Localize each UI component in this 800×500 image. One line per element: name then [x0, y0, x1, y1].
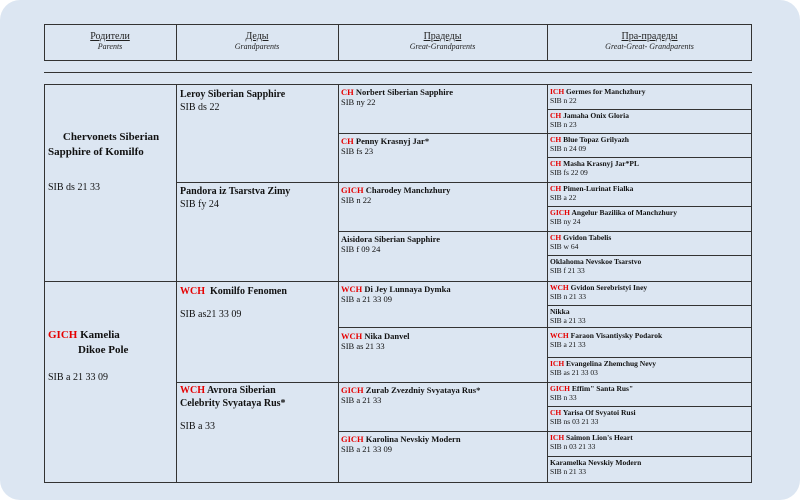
- title-badge: ICH: [550, 359, 565, 368]
- column-divider: [176, 84, 177, 483]
- great-grandparent-reg: SIB a 21 33: [341, 395, 382, 405]
- great-grandparent-reg: SIB fs 23: [341, 146, 374, 156]
- title-badge: GICH: [48, 329, 78, 341]
- row-divider: [547, 305, 752, 306]
- great-great-grandparent-name: Yarisa Of Svyatoi Rusi: [562, 408, 636, 417]
- great-great-grandparent-reg: SIB n 23: [550, 120, 577, 129]
- row-divider: [547, 206, 752, 207]
- column-divider: [338, 84, 339, 483]
- title-badge: GICH: [550, 384, 571, 393]
- great-great-grandparent-name: Nikka: [550, 307, 570, 316]
- title-badge: CH: [550, 111, 562, 120]
- row-divider: [338, 231, 752, 232]
- great-grandparent-name: Charodey Manchzhury: [365, 185, 451, 195]
- great-great-grandparent-name: Evangelina Zhemchug Nevy: [566, 359, 657, 368]
- great-grandparent-7: [341, 385, 545, 406]
- great-great-grandparent-15: [550, 433, 750, 452]
- great-grandparent-reg: SIB ny 22: [341, 97, 376, 107]
- grandparent-3: [180, 285, 336, 321]
- header-grandparents: Деды Grandparents: [234, 31, 280, 51]
- row-divider: [44, 281, 752, 282]
- title-badge: WCH: [550, 331, 569, 340]
- great-grandparent-5: [341, 284, 545, 305]
- great-great-grandparent-5: [550, 184, 750, 203]
- great-great-grandparent-4: [550, 159, 750, 178]
- parent-name: Sapphire of Komilfo: [48, 146, 144, 158]
- great-great-grandparent-9: [550, 283, 750, 302]
- great-grandparent-6: [341, 331, 545, 352]
- great-great-grandparent-2: [550, 111, 750, 130]
- grandparent-name: Pandora iz Tsarstva Zimy: [180, 186, 291, 197]
- great-grandparent-reg: SIB f 09 24: [341, 244, 381, 254]
- great-great-grandparent-reg: SIB n 03 21 33: [550, 442, 596, 451]
- grandparent-name: Leroy Siberian Sapphire: [180, 89, 286, 100]
- parent-dam: [48, 328, 174, 383]
- row-divider: [547, 456, 752, 457]
- header-great-great-grandparents: Пра-прадеды Great-Great- Grandparents: [605, 31, 694, 51]
- great-grandparent-name: Aisidora Siberian Sapphire: [341, 234, 441, 244]
- great-great-grandparent-reg: SIB as 21 33 03: [550, 368, 598, 377]
- great-grandparent-reg: SIB a 21 33 09: [341, 444, 392, 454]
- great-grandparent-name: Norbert Siberian Sapphire: [355, 87, 454, 97]
- great-great-grandparent-reg: SIB n 21 33: [550, 292, 587, 301]
- great-grandparent-reg: SIB as 21 33: [341, 341, 385, 351]
- great-great-grandparent-name: Saimon Lion's Heart: [566, 433, 633, 442]
- great-great-grandparent-reg: SIB n 24 09: [550, 144, 587, 153]
- separator-line: [44, 72, 752, 73]
- row-divider: [176, 382, 752, 383]
- great-grandparent-reg: SIB a 21 33 09: [341, 294, 392, 304]
- great-great-grandparent-1: [550, 87, 750, 106]
- title-badge: CH: [341, 136, 354, 146]
- parent-name: Dikoe Pole: [78, 344, 129, 356]
- great-great-grandparent-name: Faraon Visantiysky Podarok: [570, 331, 663, 340]
- title-badge: WCH: [180, 286, 205, 297]
- great-great-grandparent-16: [550, 458, 750, 477]
- grandparent-name: Avrora Siberian: [206, 385, 276, 396]
- great-great-grandparent-8: [550, 257, 750, 276]
- great-great-grandparent-reg: SIB n 33: [550, 393, 577, 402]
- great-great-grandparent-name: Karamelka Nevskiy Modern: [550, 458, 642, 467]
- great-great-grandparent-11: [550, 331, 750, 350]
- great-great-grandparent-reg: SIB a 21 33: [550, 340, 586, 349]
- parent-reg: SIB ds 21 33: [48, 182, 100, 193]
- great-great-grandparent-name: Blue Topaz Grilyazh: [563, 135, 629, 144]
- great-great-grandparent-reg: SIB ny 24: [550, 217, 581, 226]
- great-grandparent-3: [341, 185, 545, 206]
- parent-reg: SIB a 21 33 09: [48, 372, 108, 383]
- great-great-grandparent-6: [550, 208, 750, 227]
- great-great-grandparent-reg: SIB n 21 33: [550, 467, 587, 476]
- header-great-grandparents: Прадеды Great-Grandparents: [409, 31, 476, 51]
- grandparent-1: [180, 88, 336, 114]
- great-grandparent-name: Karolina Nevskiy Modern: [365, 434, 461, 444]
- title-badge: GICH: [550, 208, 571, 217]
- great-grandparent-2: [341, 136, 545, 157]
- great-great-grandparent-10: [550, 307, 750, 326]
- title-badge: CH: [550, 408, 562, 417]
- grandparent-4: [180, 384, 336, 433]
- great-great-grandparent-reg: SIB f 21 33: [550, 266, 585, 275]
- great-great-grandparent-name: Gvidon Serebristyi Iney: [570, 283, 648, 292]
- row-divider: [176, 182, 752, 183]
- header-parents: Родители Parents: [90, 31, 130, 51]
- great-great-grandparent-reg: SIB a 21 33: [550, 316, 586, 325]
- title-badge: GICH: [341, 385, 364, 395]
- grandparent-2: [180, 185, 336, 211]
- great-grandparent-name: Zurab Zvezdniy Svyataya Rus*: [365, 385, 481, 395]
- title-badge: CH: [341, 87, 354, 97]
- title-badge: CH: [550, 233, 562, 242]
- row-divider: [547, 109, 752, 110]
- great-great-grandparent-reg: SIB n 22: [550, 96, 577, 105]
- row-divider: [547, 357, 752, 358]
- great-grandparent-name: Nika Danvel: [364, 331, 410, 341]
- grandparent-reg: SIB a 33: [180, 421, 215, 432]
- great-grandparent-1: [341, 87, 545, 108]
- grandparent-reg: SIB ds 22: [180, 102, 220, 113]
- parent-name: Kamelia: [80, 329, 120, 341]
- title-badge: GICH: [341, 185, 364, 195]
- great-great-grandparent-14: [550, 408, 750, 427]
- great-great-grandparent-name: Masha Krasnyj Jar*PL: [563, 159, 639, 168]
- great-grandparent-8: [341, 434, 545, 455]
- great-great-grandparent-12: [550, 359, 750, 378]
- great-great-grandparent-name: Jamaha Onix Gloria: [563, 111, 629, 120]
- great-grandparent-4: [341, 234, 545, 255]
- great-grandparent-name: Di Jey Lunnaya Dymka: [364, 284, 451, 294]
- great-great-grandparent-reg: SIB a 22: [550, 193, 577, 202]
- grandparent-name: Komilfo Fenomen: [210, 286, 287, 297]
- title-badge: WCH: [550, 283, 569, 292]
- parent-name: Chervonets Siberian: [62, 131, 160, 143]
- great-great-grandparent-name: Germes for Manchzhury: [566, 87, 646, 96]
- row-divider: [338, 133, 752, 134]
- great-great-grandparent-reg: SIB fs 22 09: [550, 168, 588, 177]
- title-badge: ICH: [550, 87, 565, 96]
- great-great-grandparent-3: [550, 135, 750, 154]
- title-badge: WCH: [341, 331, 363, 341]
- title-badge: WCH: [180, 385, 205, 396]
- great-great-grandparent-13: [550, 384, 750, 403]
- great-great-grandparent-reg: SIB ns 03 21 33: [550, 417, 599, 426]
- great-grandparent-reg: SIB n 22: [341, 195, 372, 205]
- row-divider: [338, 327, 752, 328]
- row-divider: [547, 157, 752, 158]
- great-great-grandparent-name: Effim" Santa Rus": [571, 384, 634, 393]
- great-great-grandparent-name: Pimen-Lurinat Fialka: [563, 184, 634, 193]
- grandparent-reg: SIB as21 33 09: [180, 309, 242, 320]
- great-great-grandparent-name: Angelur Bazilika of Manchzhury: [571, 208, 677, 217]
- grandparent-reg: SIB fy 24: [180, 199, 219, 210]
- title-badge: WCH: [341, 284, 363, 294]
- column-divider: [547, 84, 548, 483]
- title-badge: GICH: [341, 434, 364, 444]
- title-badge: ICH: [550, 433, 565, 442]
- great-great-grandparent-reg: SIB w 64: [550, 242, 579, 251]
- great-great-grandparent-name: Oklahoma Nevskoe Tsarstvo: [550, 257, 642, 266]
- great-great-grandparent-7: [550, 233, 750, 252]
- great-grandparent-name: Penny Krasnyj Jar*: [355, 136, 430, 146]
- title-badge: CH: [550, 184, 562, 193]
- row-divider: [547, 255, 752, 256]
- row-divider: [338, 431, 752, 432]
- grandparent-name: Celebrity Svyataya Rus*: [180, 398, 286, 409]
- parent-sire: [48, 130, 174, 193]
- title-badge: CH: [550, 135, 562, 144]
- title-badge: CH: [550, 159, 562, 168]
- row-divider: [547, 406, 752, 407]
- great-great-grandparent-name: Gvidon Tabelis: [563, 233, 612, 242]
